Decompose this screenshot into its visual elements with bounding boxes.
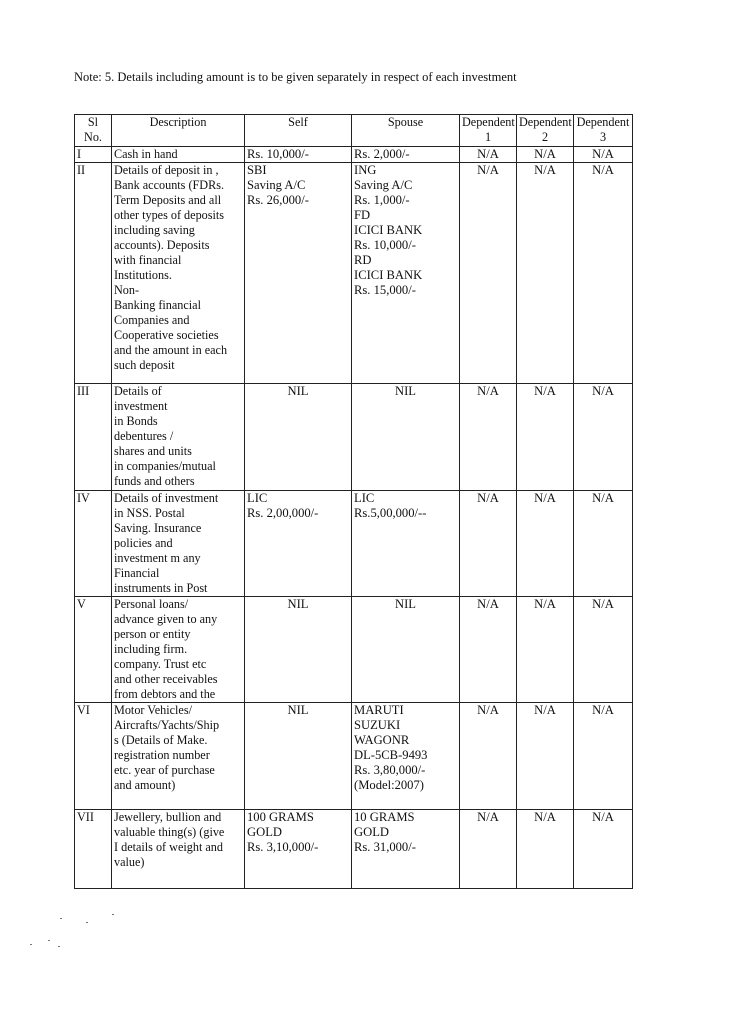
self-cell xyxy=(245,491,352,597)
dependent-3-cell: N/A xyxy=(574,703,633,810)
description-cell xyxy=(112,703,245,810)
self-cell: NIL xyxy=(245,597,352,703)
table-row xyxy=(75,147,633,163)
spouse-cell-line: MARUTI xyxy=(354,703,404,717)
note-text: Note: 5. Details including amount is to be given separately in respect of each investment xyxy=(74,70,517,84)
dependent-3-cell: N/A xyxy=(574,597,633,703)
description-cell-line: value) xyxy=(114,855,145,869)
spouse-cell-line: RD xyxy=(354,253,372,267)
table-row xyxy=(75,491,633,597)
description-cell-line: Banking financial xyxy=(114,298,201,312)
self-cell-line: Saving A/C xyxy=(247,178,306,192)
description-cell-line: including saving xyxy=(114,223,195,237)
spouse-cell-line: SUZUKI xyxy=(354,718,401,732)
dependent-3-cell: N/A xyxy=(574,163,633,384)
description-cell-line: Details of deposit in , xyxy=(114,163,219,177)
description-cell-line: and amount) xyxy=(114,778,176,792)
description-cell-line: and other receivables xyxy=(114,672,218,686)
dependent-2-cell: N/A xyxy=(517,147,574,163)
description-cell-line: Cash in hand xyxy=(114,147,178,161)
description-cell-line: accounts). Deposits xyxy=(114,238,210,252)
description-cell-line: Non- xyxy=(114,283,140,297)
spouse-cell-line: DL-5CB-9493 xyxy=(354,748,428,762)
description-cell-line: etc. year of purchase xyxy=(114,763,215,777)
description-cell-line: Details of investment xyxy=(114,491,219,505)
table-row xyxy=(75,597,633,703)
asset-declaration-table xyxy=(74,114,633,889)
description-cell-line: investment m any xyxy=(114,551,201,565)
header-sl: Sl No. xyxy=(75,115,112,147)
spouse-cell-line: Saving A/C xyxy=(354,178,413,192)
description-cell-line: funds and others xyxy=(114,474,195,488)
self-cell-line: SBI xyxy=(247,163,267,177)
description-cell-line: in NSS. Postal xyxy=(114,506,185,520)
spouse-cell-line: WAGONR xyxy=(354,733,410,747)
description-cell-line: debentures / xyxy=(114,429,174,443)
header-description: Description xyxy=(112,115,245,147)
description-cell-line: from debtors and the xyxy=(114,687,216,701)
table-row xyxy=(75,810,633,889)
spouse-cell-line: Rs. 2,000/- xyxy=(354,147,410,161)
dependent-2-cell: N/A xyxy=(517,597,574,703)
description-cell-line: advance given to any xyxy=(114,612,218,626)
spouse-cell-line: Rs. 3,80,000/- xyxy=(354,763,426,777)
spouse-cell-line: Rs.5,00,000/-- xyxy=(354,506,427,520)
self-cell: NIL xyxy=(245,703,352,810)
description-cell-line: registration number xyxy=(114,748,210,762)
spouse-cell xyxy=(352,703,460,810)
description-cell-line: Term Deposits and all xyxy=(114,193,222,207)
description-cell-line: investment xyxy=(114,399,168,413)
serial-number-cell: III xyxy=(75,384,112,491)
dependent-1-cell: N/A xyxy=(460,163,517,384)
serial-number-cell: II xyxy=(75,163,112,384)
description-cell xyxy=(112,384,245,491)
spouse-cell xyxy=(352,163,460,384)
description-cell-line: Companies and xyxy=(114,313,190,327)
description-cell-line: Aircrafts/Yachts/Ship xyxy=(114,718,220,732)
description-cell-line: company. Trust etc xyxy=(114,657,207,671)
dependent-1-cell: N/A xyxy=(460,384,517,491)
self-cell-line: 100 GRAMS xyxy=(247,810,314,824)
self-cell-line: Rs. 10,000/- xyxy=(247,147,309,161)
spouse-cell-line: LIC xyxy=(354,491,375,505)
description-cell-line: and the amount in each xyxy=(114,343,228,357)
header-self: Self xyxy=(245,115,352,147)
spouse-cell-line: Rs. 31,000/- xyxy=(354,840,416,854)
description-cell-line: including firm. xyxy=(114,642,188,656)
spouse-cell-line: Rs. 10,000/- xyxy=(354,238,416,252)
dependent-1-cell: N/A xyxy=(460,491,517,597)
description-cell-line: I details of weight and xyxy=(114,840,223,854)
spouse-cell-line: Rs. 15,000/- xyxy=(354,283,416,297)
dependent-3-cell: N/A xyxy=(574,147,633,163)
description-cell-line: valuable thing(s) (give xyxy=(114,825,225,839)
spouse-cell-line: Rs. 1,000/- xyxy=(354,193,410,207)
header-spouse: Spouse xyxy=(352,115,460,147)
serial-number-cell: I xyxy=(75,147,112,163)
description-cell-line: shares and units xyxy=(114,444,192,458)
description-cell-line: s (Details of Make. xyxy=(114,733,208,747)
description-cell-line: person or entity xyxy=(114,627,191,641)
header-dependent-1: Dependent 1 xyxy=(460,115,517,147)
description-cell-line: Saving. Insurance xyxy=(114,521,202,535)
serial-number-cell: VII xyxy=(75,810,112,889)
serial-number-cell: IV xyxy=(75,491,112,597)
description-cell-line: in companies/mutual xyxy=(114,459,216,473)
spouse-cell xyxy=(352,147,460,163)
description-cell xyxy=(112,147,245,163)
spouse-cell-line: GOLD xyxy=(354,825,389,839)
description-cell-line: instruments in Post xyxy=(114,581,208,595)
self-cell xyxy=(245,163,352,384)
dependent-1-cell: N/A xyxy=(460,703,517,810)
description-cell-line: Institutions. xyxy=(114,268,172,282)
header-row xyxy=(75,115,633,147)
description-cell xyxy=(112,163,245,384)
spouse-cell: NIL xyxy=(352,597,460,703)
spouse-cell-line: 10 GRAMS xyxy=(354,810,415,824)
dependent-1-cell: N/A xyxy=(460,810,517,889)
self-cell xyxy=(245,147,352,163)
dependent-3-cell: N/A xyxy=(574,491,633,597)
dependent-3-cell: N/A xyxy=(574,810,633,889)
table-row xyxy=(75,384,633,491)
header-dependent-2: Dependent 2 xyxy=(517,115,574,147)
description-cell-line: other types of deposits xyxy=(114,208,225,222)
description-cell-line: Bank accounts (FDRs. xyxy=(114,178,225,192)
description-cell xyxy=(112,597,245,703)
description-cell xyxy=(112,491,245,597)
spouse-cell-line: (Model:2007) xyxy=(354,778,424,792)
description-cell xyxy=(112,810,245,889)
serial-number-cell: VI xyxy=(75,703,112,810)
description-cell-line: such deposit xyxy=(114,358,175,372)
description-cell-line: policies and xyxy=(114,536,173,550)
serial-number-cell: V xyxy=(75,597,112,703)
spouse-cell xyxy=(352,491,460,597)
description-cell-line: Financial xyxy=(114,566,160,580)
description-cell-line: with financial xyxy=(114,253,182,267)
self-cell-line: Rs. 3,10,000/- xyxy=(247,840,319,854)
self-cell-line: Rs. 26,000/- xyxy=(247,193,309,207)
description-cell-line: in Bonds xyxy=(114,414,158,428)
self-cell-line: GOLD xyxy=(247,825,282,839)
spouse-cell-line: ICICI BANK xyxy=(354,268,423,282)
self-cell: NIL xyxy=(245,384,352,491)
spouse-cell-line: FD xyxy=(354,208,371,222)
dependent-2-cell: N/A xyxy=(517,384,574,491)
dependent-2-cell: N/A xyxy=(517,703,574,810)
self-cell xyxy=(245,810,352,889)
dependent-2-cell: N/A xyxy=(517,491,574,597)
description-cell-line: Cooperative societies xyxy=(114,328,219,342)
spouse-cell xyxy=(352,810,460,889)
dependent-1-cell: N/A xyxy=(460,147,517,163)
self-cell-line: LIC xyxy=(247,491,268,505)
dependent-2-cell: N/A xyxy=(517,810,574,889)
description-cell-line: Motor Vehicles/ xyxy=(114,703,192,717)
spouse-cell: NIL xyxy=(352,384,460,491)
dependent-3-cell: N/A xyxy=(574,384,633,491)
table-row xyxy=(75,703,633,810)
spouse-cell-line: ICICI BANK xyxy=(354,223,423,237)
dependent-1-cell: N/A xyxy=(460,597,517,703)
description-cell-line: Personal loans/ xyxy=(114,597,189,611)
header-dependent-3: Dependent 3 xyxy=(574,115,633,147)
dependent-2-cell: N/A xyxy=(517,163,574,384)
spouse-cell-line: ING xyxy=(354,163,377,177)
self-cell-line: Rs. 2,00,000/- xyxy=(247,506,319,520)
table-row xyxy=(75,163,633,384)
description-cell-line: Jewellery, bullion and xyxy=(114,810,222,824)
description-cell-line: Details of xyxy=(114,384,162,398)
